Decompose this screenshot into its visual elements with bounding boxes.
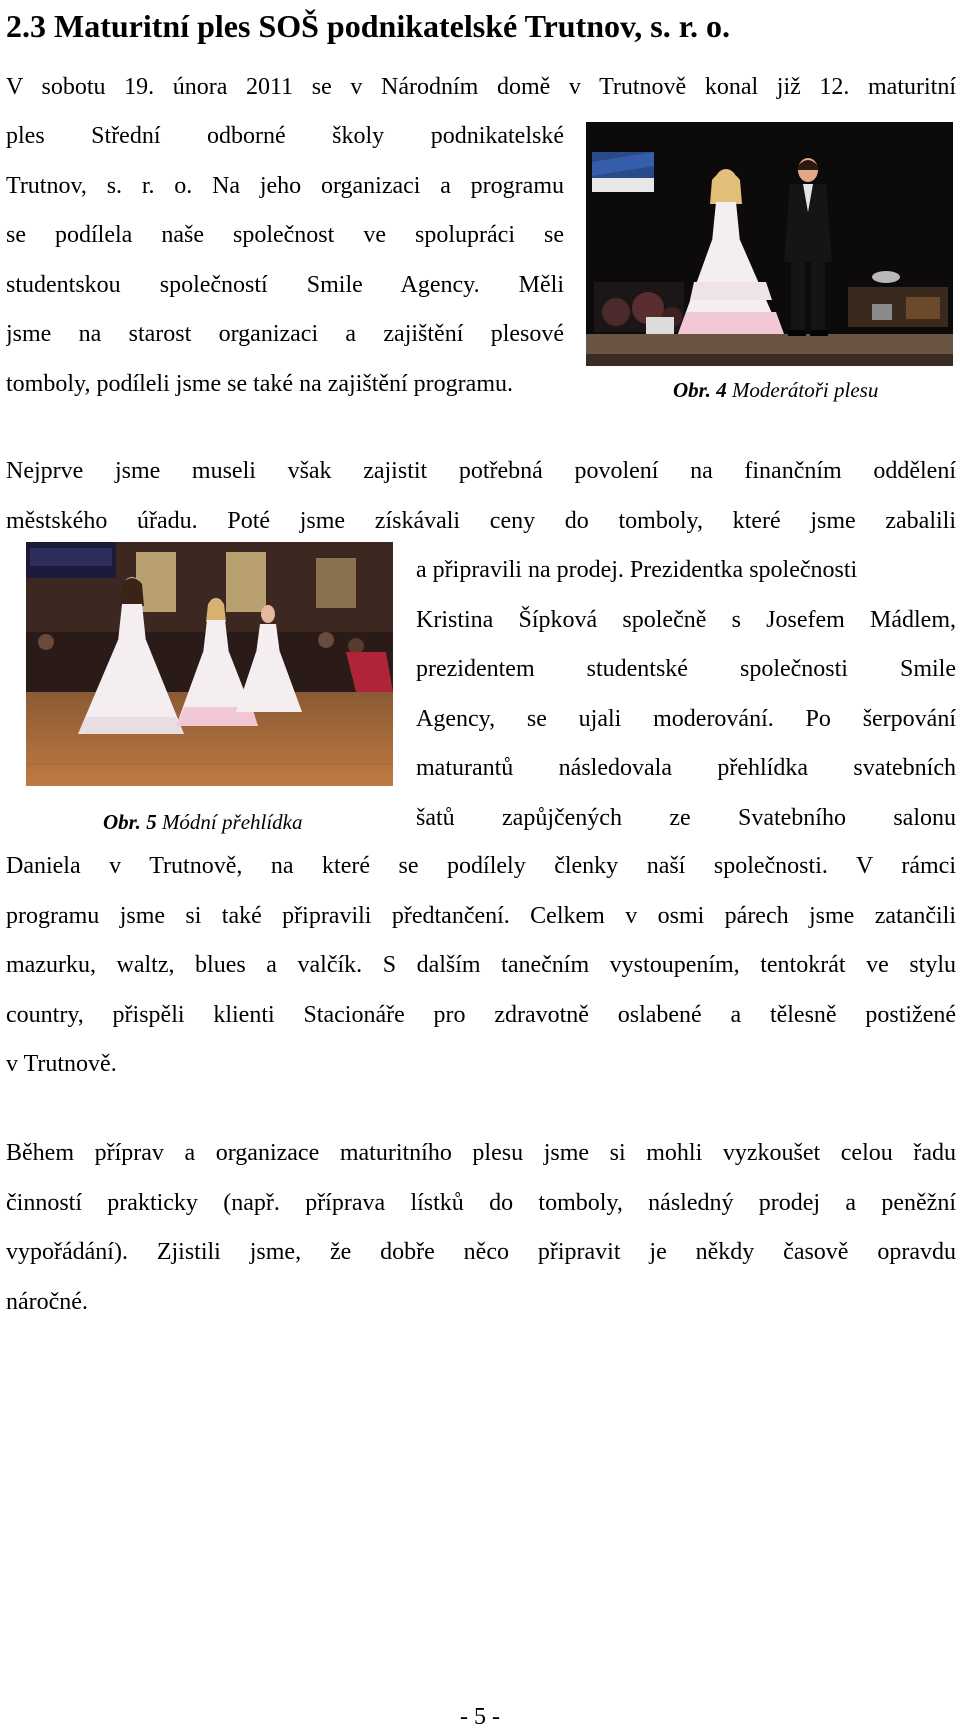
figure-label: Obr. <box>673 378 711 402</box>
text-line: jsme na starost organizaci a zajištění plesové <box>6 321 564 347</box>
text-line: městského úřadu. Poté jsme získávali ceny do tomboly, které jsme zabalili <box>6 507 956 534</box>
text-line: šatů zapůjčených ze Svatebního salonu <box>416 804 956 831</box>
text-line: Nejprve jsme museli však zajistit potřebná povolení na finančním oddělení <box>6 458 956 484</box>
page-number: - 5 - <box>460 1704 500 1730</box>
paragraph-1-wrapped <box>6 112 564 360</box>
text-line: V sobotu 19. února 2011 se v Národním domě v Trutnově konal již 12. maturitní <box>6 74 956 100</box>
paragraph-1-last-line <box>6 360 616 410</box>
text-line: Agency, se ujali moderování. Po šerpování <box>416 705 956 732</box>
paragraph-3 <box>6 1129 956 1327</box>
paragraph-2-top <box>6 447 956 546</box>
figure-caption-text: Módní přehlídka <box>161 810 303 834</box>
text-line: programu jsme si také připravili předtančení. Celkem v osmi párech jsme zatančili <box>6 902 956 929</box>
text-line: maturantů následovala přehlídka svatebních <box>416 755 956 781</box>
text-line: se podílela naše společnost ve spolupráci se <box>6 222 564 248</box>
figure-number: 4 <box>716 378 727 402</box>
paragraph-2-beside-figure <box>416 546 956 843</box>
text-line: a připravili na prodej. Prezidentka společnosti <box>416 557 858 583</box>
text-line: Kristina Šípková společně s Josefem Mádlem, <box>416 606 956 633</box>
text-line: činností prakticky (např. příprava lístků do tomboly, následný prodej a peněžní <box>6 1189 956 1216</box>
moderators-stage-image <box>586 122 953 366</box>
figure-5-caption <box>103 808 303 836</box>
text-line: Trutnov, s. r. o. Na jeho organizaci a programu <box>6 172 564 199</box>
text-line: tomboly, podíleli jsme se také na zajištění programu. <box>6 371 513 397</box>
text-line: v Trutnově. <box>6 1051 117 1077</box>
text-line: studentskou společností Smile Agency. Měli <box>6 271 564 298</box>
figure-number: 5 <box>146 810 157 834</box>
section-heading: 2.3 Maturitní ples SOŠ podnikatelské Trutnov, s. r. o. <box>6 8 730 44</box>
fashion-show-image <box>26 542 393 786</box>
text-line: Během příprav a organizace maturitního plesu jsme si mohli vyzkoušet celou řadu <box>6 1140 956 1166</box>
figure-4-photo <box>586 122 953 366</box>
text-line: mazurku, waltz, blues a valčík. S dalším tanečním vystoupením, tentokrát ve stylu <box>6 952 956 978</box>
text-line: country, přispěli klienti Stacionáře pro zdravotně oslabené a tělesně postižené <box>6 1001 956 1028</box>
text-line: vypořádání). Zjistili jsme, že dobře něco připravit je někdy časově opravdu <box>6 1239 956 1265</box>
paragraph-1-first-line <box>6 63 956 113</box>
figure-5-photo <box>26 542 393 786</box>
text-line: ples Střední odborné školy podnikatelské <box>6 123 564 149</box>
text-line: Daniela v Trutnově, na které se podílely členky naší společnosti. V rámci <box>6 853 956 879</box>
figure-4-caption <box>673 376 878 404</box>
figure-label: Obr. <box>103 810 141 834</box>
paragraph-2-continued <box>6 842 956 1090</box>
figure-caption-text: Moderátoři plesu <box>731 378 879 402</box>
text-line: náročné. <box>6 1288 88 1315</box>
text-line: prezidentem studentské společnosti Smile <box>416 656 956 682</box>
